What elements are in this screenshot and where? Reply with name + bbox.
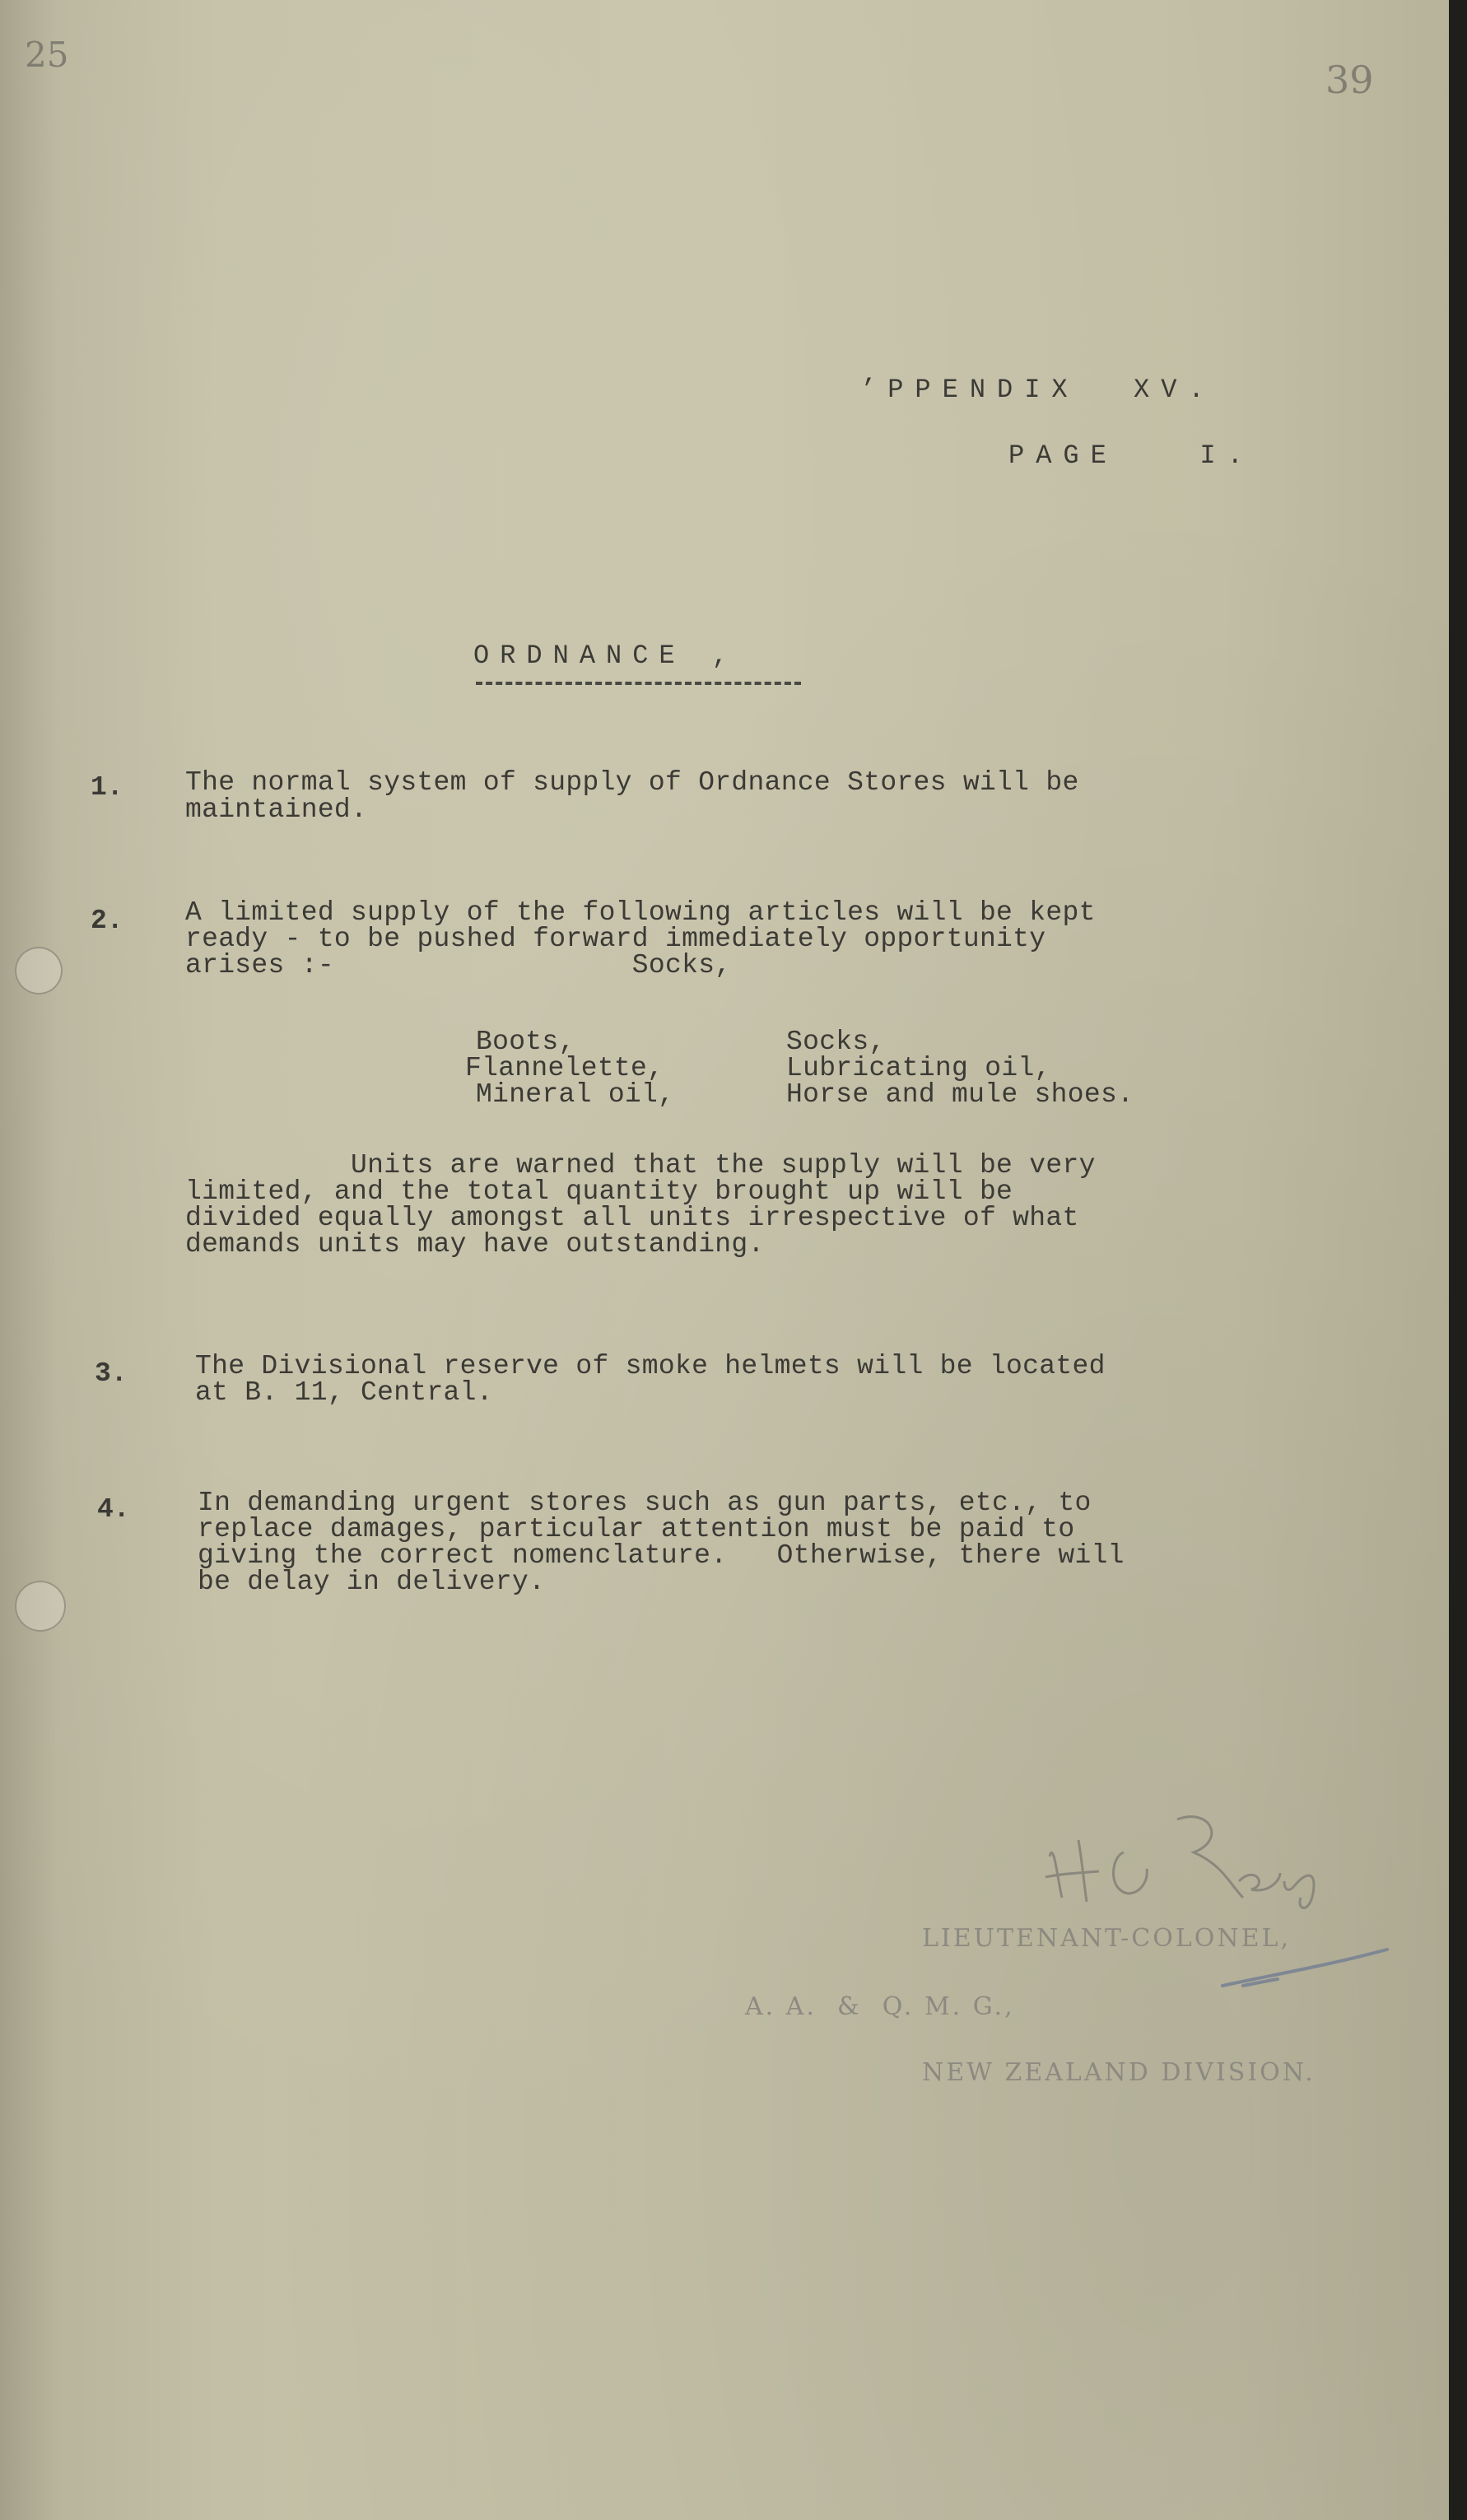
paragraph-1-number: 1. [91, 772, 123, 803]
pen-mark [1218, 1943, 1424, 1992]
paragraph-2-number: 2. [91, 906, 123, 936]
punch-hole-upper [15, 947, 63, 994]
paragraph-4-line-2: replace damages, particular attention must be paid to [198, 1514, 1075, 1544]
paragraph-4-line-4: be delay in delivery. [198, 1567, 546, 1597]
section-title: ORDNANCE , [473, 640, 739, 671]
supply-item-right-2: Lubricating oil, [786, 1053, 1051, 1083]
paragraph-3-line-2: at B. 11, Central. [195, 1377, 493, 1408]
supply-item-left-3: Mineral oil, [476, 1079, 675, 1110]
folio-number-right: 39 [1325, 58, 1374, 102]
supply-item-left-1: Boots, [476, 1027, 575, 1057]
paragraph-2-note-line-2: limited, and the total quantity brought up will be [185, 1176, 1013, 1207]
punch-hole-lower [15, 1581, 66, 1632]
paragraph-1-line-1: The normal system of supply of Ordnance Stores will be [185, 767, 1079, 798]
paragraph-3-line-1: The Divisional reserve of smoke helmets will be located [195, 1351, 1106, 1381]
paragraph-1-line-2: maintained. [185, 794, 368, 825]
paragraph-2-line-2: ready - to be pushed forward immediately opportunity [185, 924, 1046, 954]
supply-item-right-3: Horse and mule shoes. [786, 1079, 1134, 1110]
paragraph-4-line-1: In demanding urgent stores such as gun parts, etc., to [198, 1488, 1092, 1518]
supply-item-left-2: Flannelette, [465, 1053, 664, 1083]
paragraph-2-note-line-4: demands units may have outstanding. [185, 1229, 765, 1260]
supply-item-right-1: Socks, [786, 1027, 886, 1057]
paragraph-4-number: 4. [97, 1494, 130, 1525]
paragraph-2-line-1: A limited supply of the following articles will be kept [185, 897, 1096, 928]
title-underline [476, 682, 801, 688]
paragraph-3-number: 3. [95, 1358, 128, 1389]
page-label: PAGE I. [1008, 440, 1255, 471]
paragraph-2-note-line-3: divided equally amongst all units irrespective of what [185, 1203, 1079, 1233]
paragraph-4-line-3: giving the correct nomenclature. Otherwise, there will [198, 1540, 1125, 1571]
scan-edge [1449, 0, 1467, 2520]
signatory-rank: LIEUTENANT-COLONEL, [922, 1924, 1291, 1953]
appendix-label: ’PPENDIX XV. [860, 375, 1216, 405]
paragraph-2-note-line-1: Units are warned that the supply will be very [185, 1150, 1096, 1181]
handwritten-signature [1033, 1807, 1330, 1914]
paragraph-2-line-3: arises :- Socks, [185, 950, 732, 981]
signatory-office: A. A. & Q. M. G., [745, 1992, 1015, 2021]
signatory-unit: NEW ZEALAND DIVISION. [922, 2058, 1316, 2087]
folio-number-left: 25 [25, 35, 69, 75]
